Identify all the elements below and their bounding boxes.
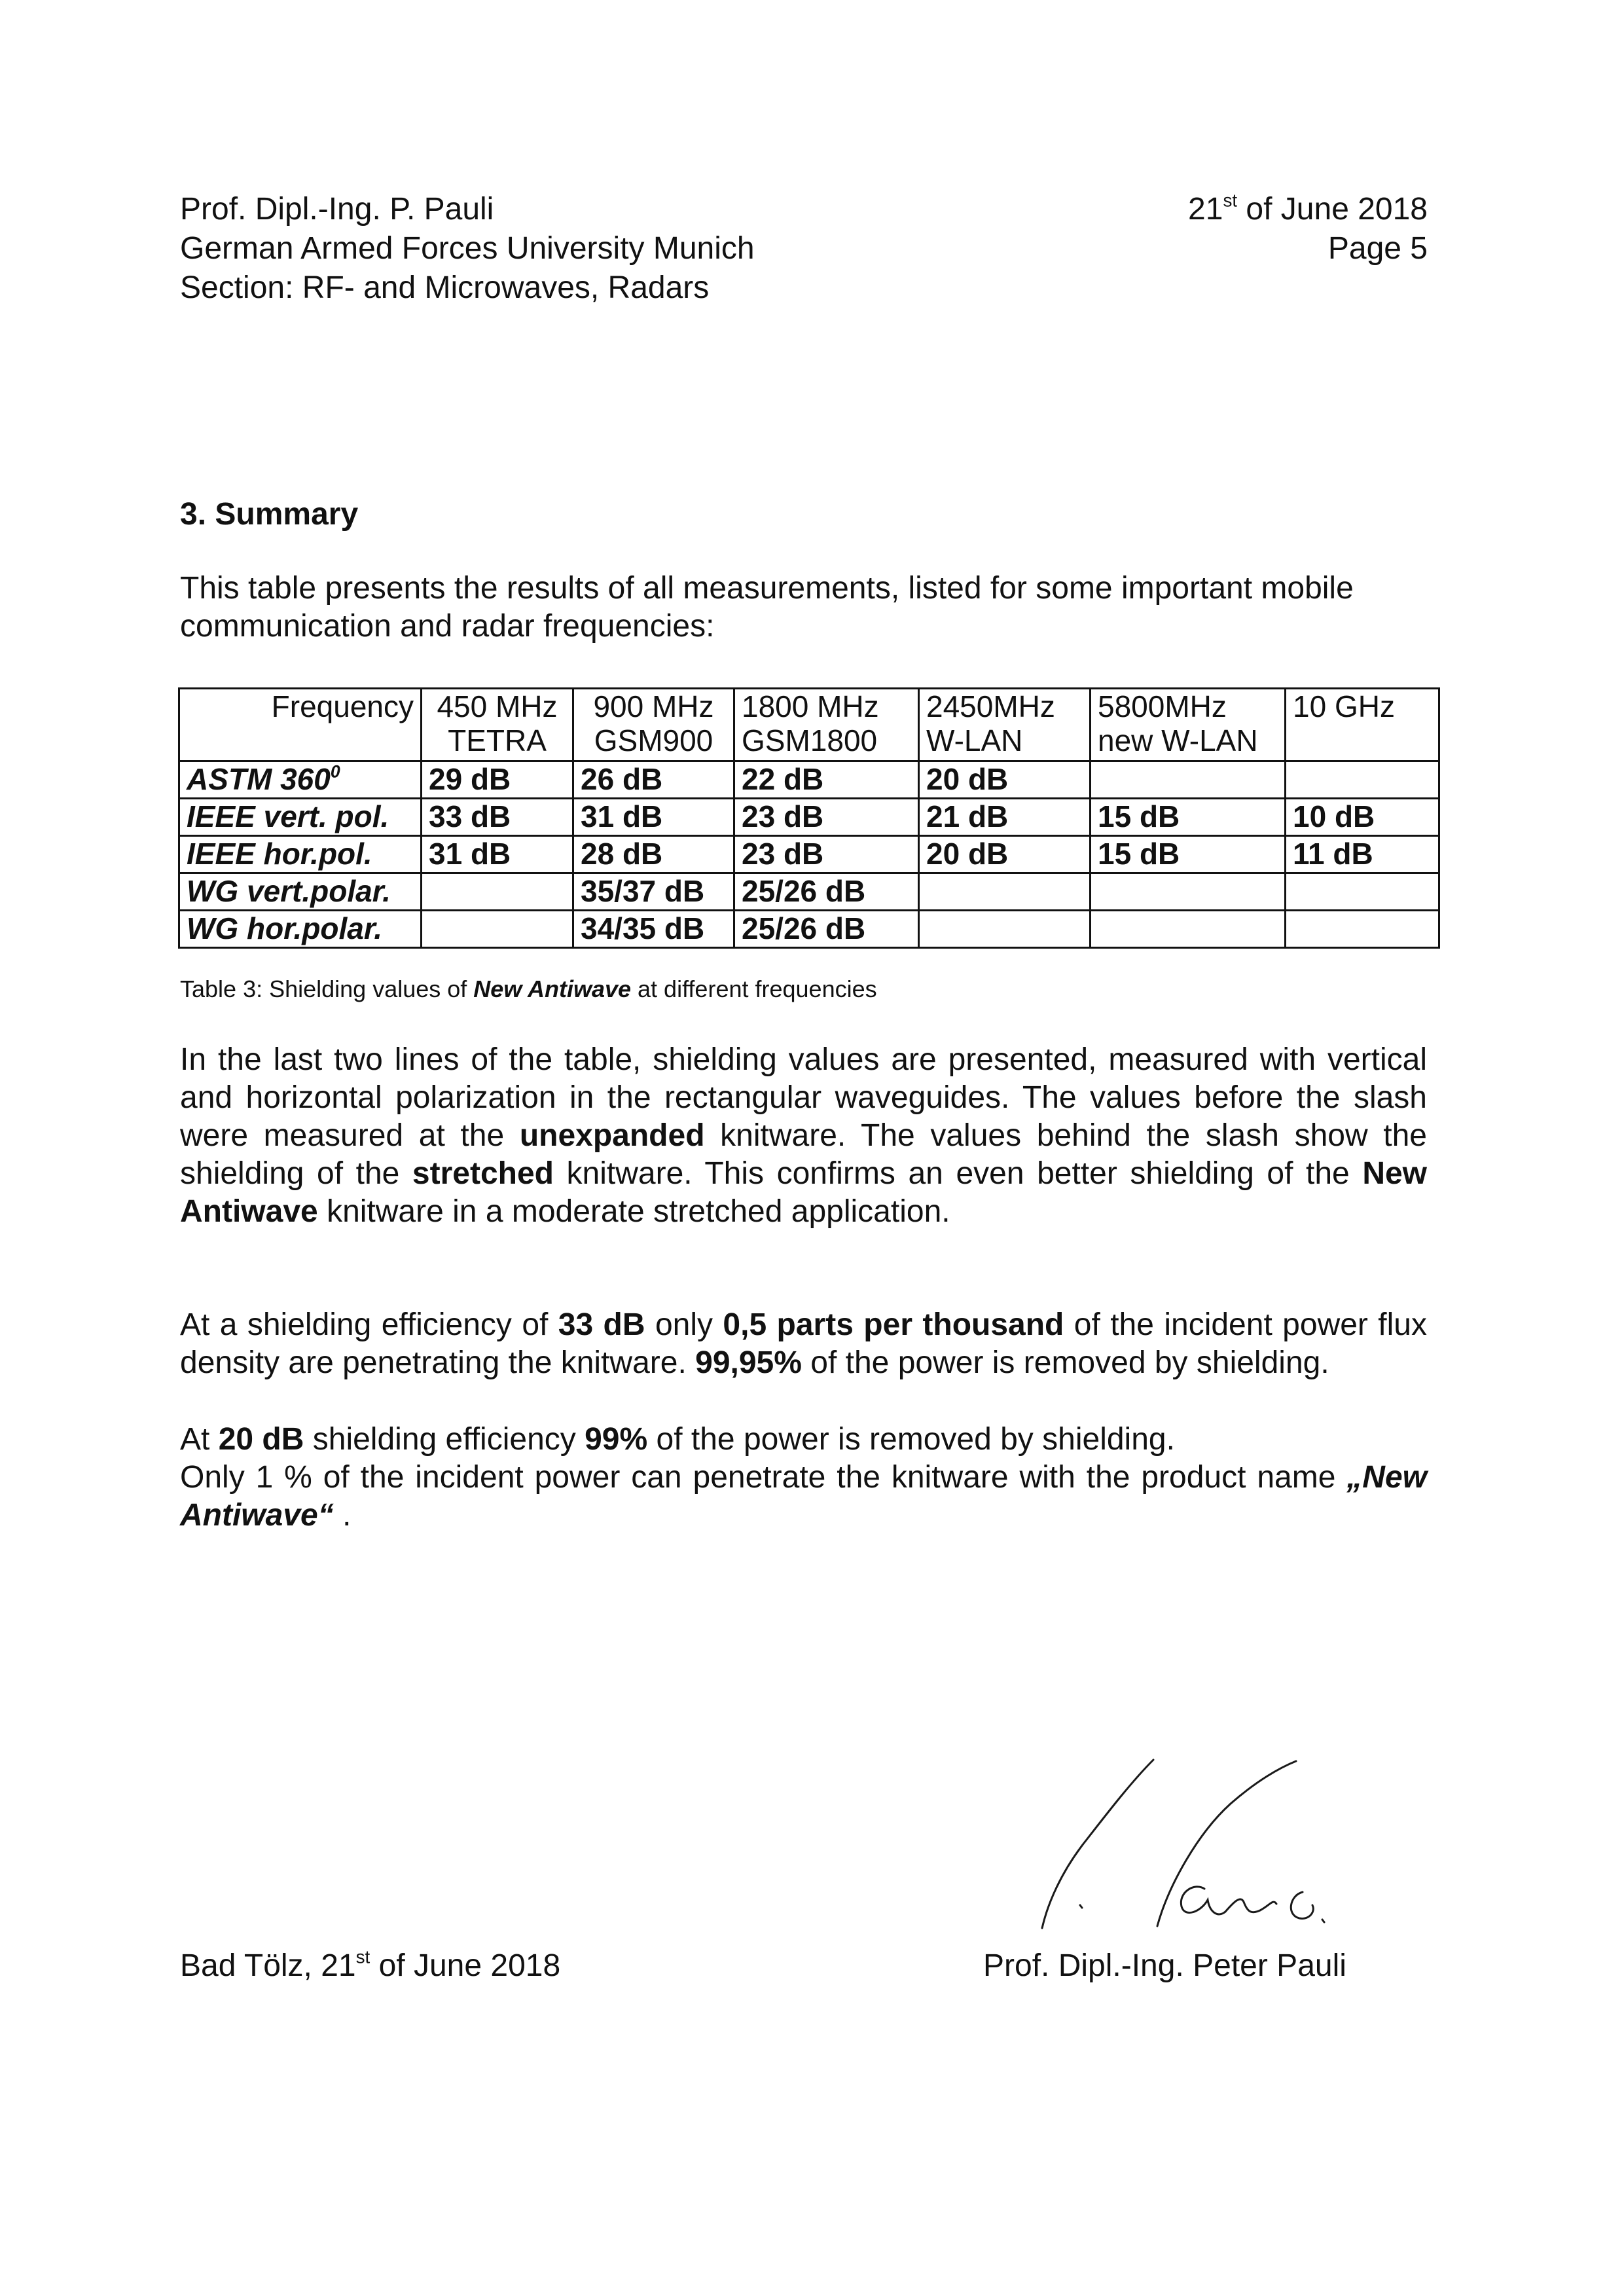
table-row	[179, 799, 1439, 836]
row-label: IEEE vert. pol.	[179, 799, 422, 836]
explanation-paragraph: In the last two lines of the table, shielding values are presented, measured with vertical and horizontal polarization in the rectangular waveguides. The values before the slash were measured at the unexpanded knitware. The values behind the slash show the shielding of the stretched knitware. This confirms an even better shielding of the New Antiwave knitware in a moderate stretched application.	[180, 1042, 1428, 1229]
header-date-block	[839, 190, 1428, 268]
header-date: 21st of June 2018	[1188, 190, 1428, 227]
column-header: 5800MHz new W-LAN	[1091, 689, 1286, 761]
table-cell	[1091, 911, 1286, 948]
page-number: Page 5	[1327, 231, 1428, 266]
table-cell: 29 dB	[422, 761, 573, 799]
table-cell	[919, 911, 1091, 948]
efficiency-paragraph: At a shielding efficiency of 33 dB only 0,5 parts per thousand of the incident power flux density are penetrating the knitware. 99,95% of the power is removed by shielding.	[180, 1307, 1427, 1380]
row-label: IEEE hor.pol.	[179, 836, 422, 873]
table-cell: 31 dB	[422, 836, 573, 873]
author-name: Prof. Dipl.-Ing. P. Pauli	[180, 192, 494, 227]
place-date: Bad Tölz, 21st of June 2018	[180, 1946, 561, 1983]
table-cell: 34/35 dB	[573, 911, 734, 948]
table-row	[179, 836, 1439, 873]
table-cell: 31 dB	[573, 799, 734, 836]
twenty-db-paragraph: At 20 dB shielding efficiency 99% of the power is removed by shielding.	[180, 1422, 1175, 1457]
table-header-row	[179, 689, 1439, 761]
table-cell	[1286, 911, 1439, 948]
table-cell: 35/37 dB	[573, 873, 734, 911]
column-header: 450 MHz TETRA	[422, 689, 573, 761]
row-label: ASTM $360^0$	[179, 761, 422, 799]
table-row	[179, 873, 1439, 911]
table-cell: 25/26 dB	[734, 911, 919, 948]
table-cell: 15 dB	[1091, 799, 1286, 836]
table-cell: 28 dB	[573, 836, 734, 873]
frequency-header: Frequency	[179, 689, 422, 761]
table-cell	[1286, 761, 1439, 799]
product-paragraph: Only 1 % of the incident power can penetrate the knitware with the product name „New Antiwave“ .	[180, 1460, 1427, 1533]
table-cell	[1091, 873, 1286, 911]
column-header: 2450MHz W-LAN	[919, 689, 1091, 761]
table-cell: 22 dB	[734, 761, 919, 799]
table-cell: 26 dB	[573, 761, 734, 799]
table-cell: 23 dB	[734, 836, 919, 873]
table-row	[179, 911, 1439, 948]
intro-paragraph: This table presents the results of all measurements, listed for some important mobile communication and radar frequencies:	[180, 571, 1354, 644]
shielding-table	[178, 687, 1440, 949]
table-cell	[1091, 761, 1286, 799]
column-header: 10 GHz	[1286, 689, 1439, 761]
table-cell: 20 dB	[919, 836, 1091, 873]
table-cell: 21 dB	[919, 799, 1091, 836]
table-cell	[1286, 873, 1439, 911]
row-label: WG hor.polar.	[179, 911, 422, 948]
column-header: 1800 MHz GSM1800	[734, 689, 919, 761]
table-cell: 11 dB	[1286, 836, 1439, 873]
institution-name: German Armed Forces University Munich	[180, 231, 755, 266]
table-cell: 15 dB	[1091, 836, 1286, 873]
handwritten-signature	[982, 1755, 1401, 1944]
column-header: 900 MHz GSM900	[573, 689, 734, 761]
table-row	[179, 761, 1439, 799]
table-cell: 10 dB	[1286, 799, 1439, 836]
table-cell: 23 dB	[734, 799, 919, 836]
table-cell	[422, 911, 573, 948]
signer-name: Prof. Dipl.-Ing. Peter Pauli	[983, 1948, 1346, 1983]
table-caption: Table 3: Shielding values of New Antiwave at different frequencies	[180, 975, 877, 1002]
row-label: WG vert.polar.	[179, 873, 422, 911]
table-cell	[422, 873, 573, 911]
section-name: Section: RF- and Microwaves, Radars	[180, 270, 710, 305]
section-heading: 3. Summary	[180, 497, 359, 532]
table-cell: 25/26 dB	[734, 873, 919, 911]
table-cell	[919, 873, 1091, 911]
table-cell: 20 dB	[919, 761, 1091, 799]
table-cell: 33 dB	[422, 799, 573, 836]
